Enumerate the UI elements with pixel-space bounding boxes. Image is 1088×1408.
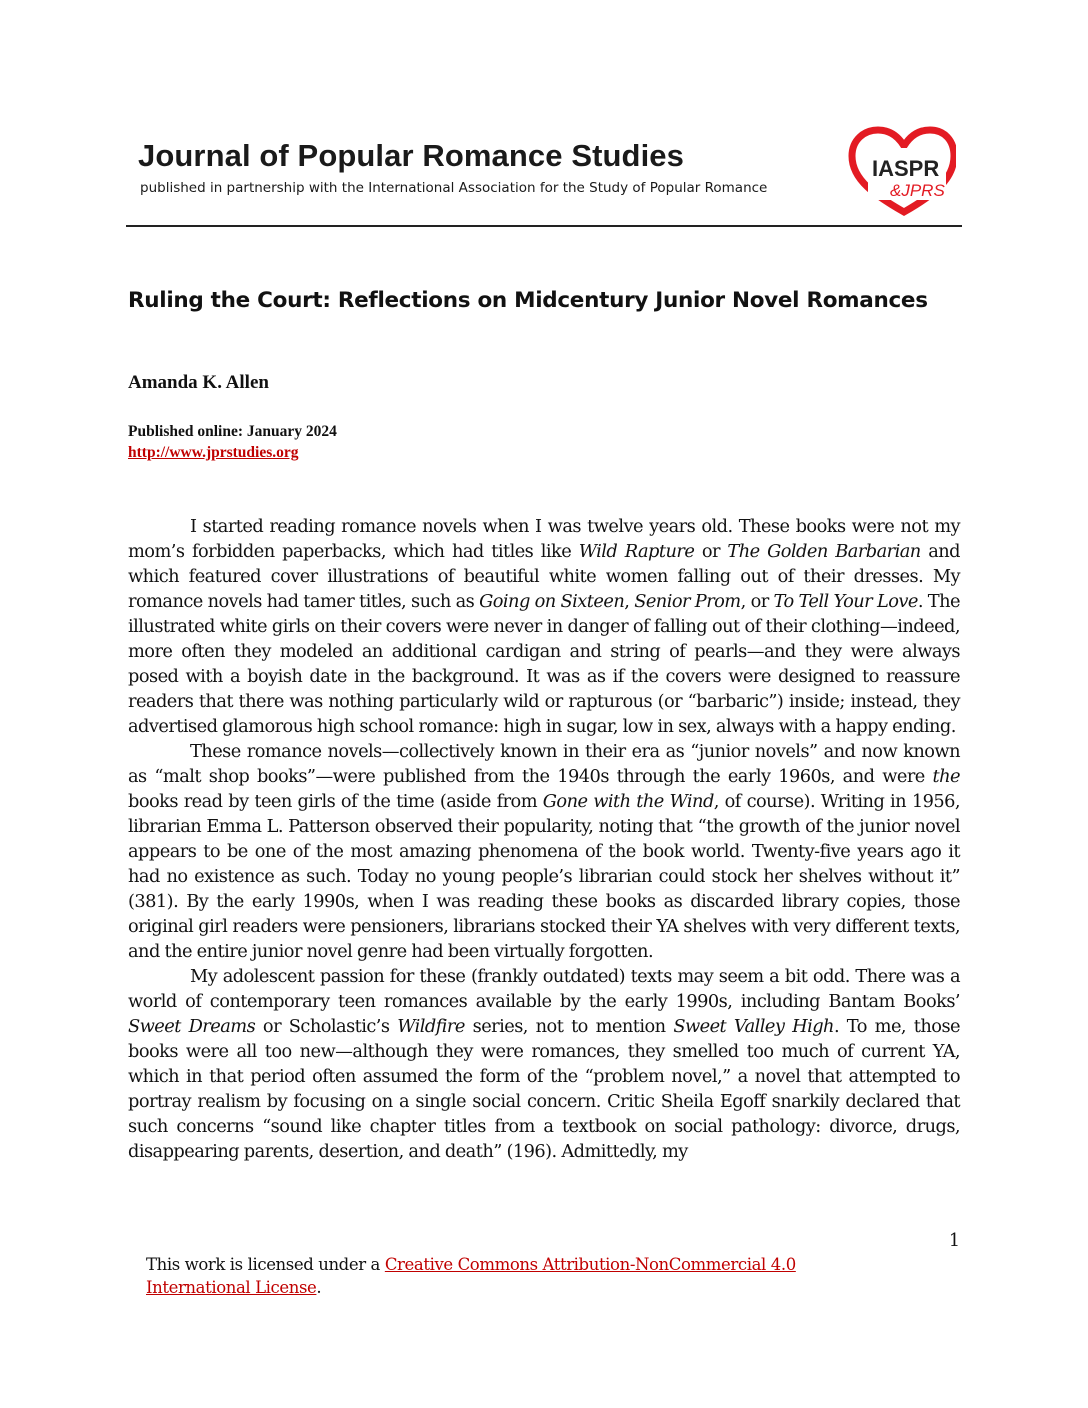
text-run: and which featured cover illustrations of beautiful white women falling out of their dresses. My romance novels had tamer titles, such as — [128, 541, 960, 612]
body-paragraph — [128, 514, 960, 739]
page-number: 1 — [948, 1231, 960, 1251]
italic-title: Wildfire — [397, 1016, 465, 1037]
italic-title: Going on Sixteen — [479, 591, 625, 612]
body-paragraph — [128, 964, 960, 1164]
text-run: These romance novels—collectively known in their era as “junior novels” and now known as “malt shop books”—were published from the 1940s through the early 1960s, and were — [128, 741, 960, 787]
journal-subtitle: published in partnership with the International Association for the Study of Popular Romance — [140, 180, 768, 196]
license-notice — [146, 1253, 866, 1299]
italic-title: Wild Rapture — [578, 541, 695, 562]
text-run: , — [624, 591, 635, 612]
heart-logo-icon — [846, 126, 956, 218]
italic-title: the — [932, 766, 960, 787]
text-run: , of course). Writing in 1956, librarian Emma L. Patterson observed their popularity, noting that “the growth of the junior novel appears to be one of the most amazing phenomena of the book world. Twenty-five years ago it had no existence as such. Today no young people’s librarian could stock her shelves without it” (381). By the early 1990s, when I was reading these books as discarded library copies, those original girl readers were pensioners, librarians stocked their YA shelves with very different texts, and the entire junior novel genre had been virtually forgotten. — [128, 791, 960, 962]
text-run: books read by teen girls of the time (aside from — [128, 791, 543, 812]
text-run: My adolescent passion for these (frankly outdated) texts may seem a bit odd. There was a world of contemporary teen romances available by the early 1990s, including Bantam Books’ — [128, 966, 960, 1012]
italic-title: Gone with the Wind — [542, 791, 714, 812]
article-body — [128, 514, 960, 1164]
text-run: I started reading romance novels when I was twelve years old. These books were not my mom’s forbidden paperbacks, which had titles like — [128, 516, 960, 562]
italic-title: Sweet Dreams — [128, 1016, 256, 1037]
journal-website-link[interactable]: http://www.jprstudies.org — [128, 444, 299, 461]
italic-title: Sweet Valley High — [673, 1016, 834, 1037]
license-suffix: . — [316, 1278, 322, 1297]
text-run: . The illustrated white girls on their covers were never in danger of falling out of their clothing—indeed, more often they modeled an additional cardigan and string of pearls—and they were always posed with a boyish date in the background. It was as if the covers were designed to reassure readers that there was nothing particularly wild or rapturous (or “barbaric”) inside; instead, they advertised glamorous high school romance: high in sugar, low in sex, always with a happy ending. — [128, 591, 960, 737]
license-link[interactable]: Creative Commons Attribution-NonCommercial 4.0 International License — [146, 1255, 796, 1297]
license-prefix: This work is licensed under a — [146, 1255, 385, 1274]
journal-header — [126, 128, 962, 228]
text-run: series, not to mention — [464, 1016, 674, 1037]
text-run: or Scholastic’s — [255, 1016, 398, 1037]
journal-title: Journal of Popular Romance Studies — [138, 138, 684, 173]
logo-line2: &JPRS — [890, 181, 945, 200]
italic-title: The Golden Barbarian — [727, 541, 921, 562]
author-name: Amanda K. Allen — [128, 372, 269, 393]
body-paragraph — [128, 739, 960, 964]
published-date: Published online: January 2024 — [128, 423, 337, 440]
italic-title: Senior Prom — [634, 591, 741, 612]
text-run: , or — [740, 591, 774, 612]
italic-title: To Tell Your Love — [773, 591, 918, 612]
header-divider — [126, 225, 962, 227]
text-run: or — [694, 541, 728, 562]
article-title: Ruling the Court: Reflections on Midcentury Junior Novel Romances — [128, 288, 928, 313]
logo-line1: IASPR — [872, 156, 940, 181]
text-run: . To me, those books were all too new—although they were romances, they smelled too much of current YA, which in that period often assumed the form of the “problem novel,” a novel that attempted to portray realism by focusing on a single social concern. Critic Sheila Egoff snarkily declared that such concerns “sound like chapter titles from a textbook on social pathology: divorce, drugs, disappearing parents, desertion, and death” (196). Admittedly, my — [128, 1016, 960, 1162]
